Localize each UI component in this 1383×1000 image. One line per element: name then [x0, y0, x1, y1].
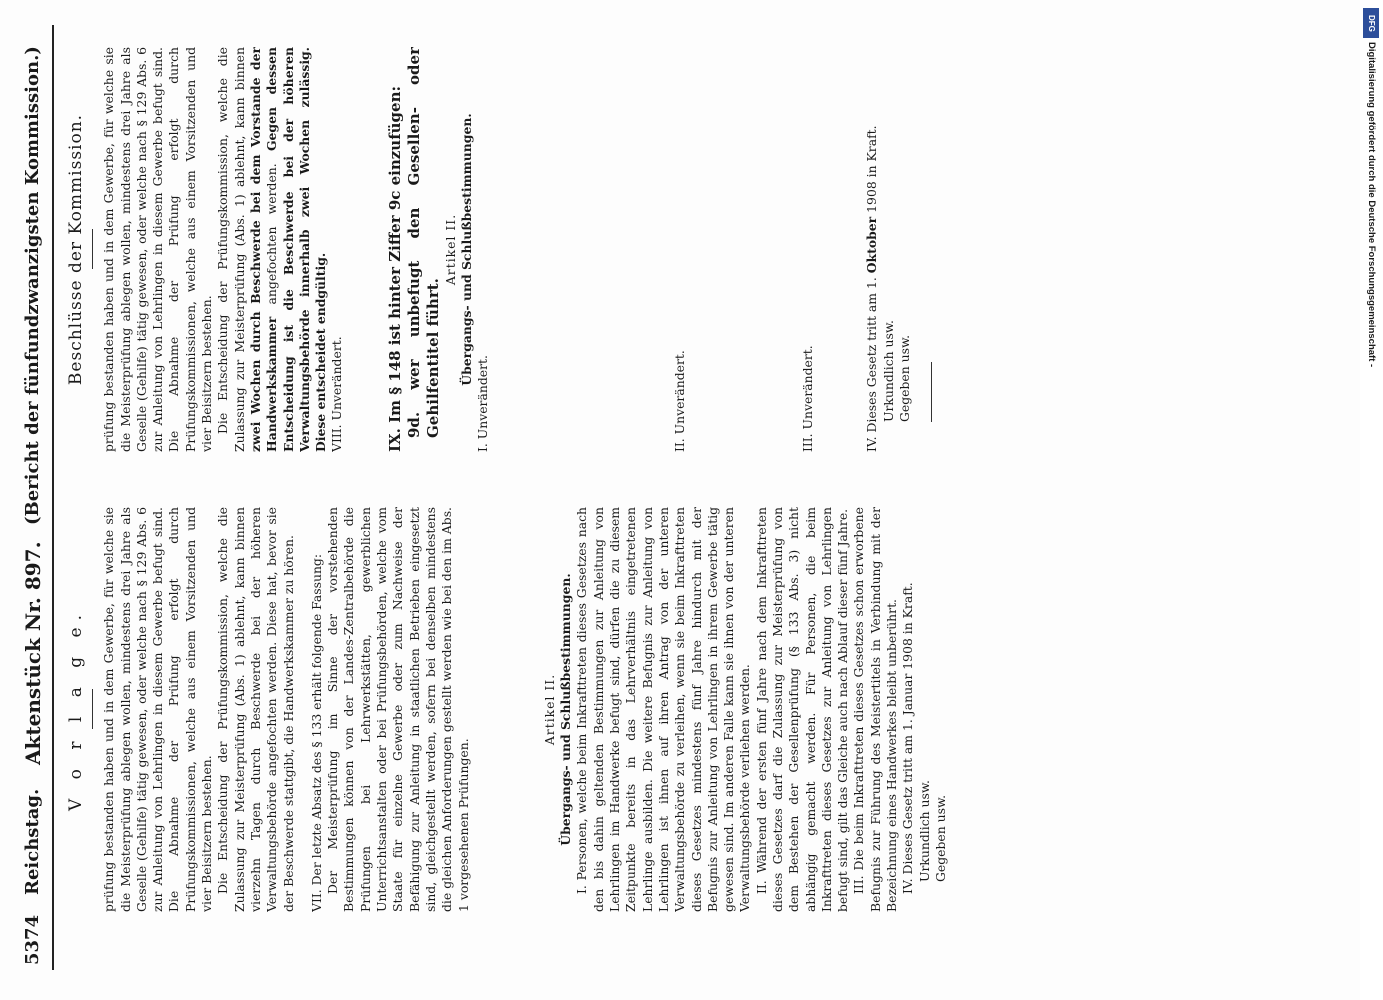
beschluesse-s4-a: IV. Dieses Gesetz tritt am 1.	[864, 277, 880, 452]
doc-publication: Reichstag.	[22, 788, 43, 895]
beschluesse-heading-rule	[92, 230, 93, 270]
vorlage-heading-rule	[92, 690, 93, 730]
vorlage-para2: Die Entscheidung der Prüfungskommission, welche die Zulassung zur Meisterprüfung (Abs. 1) ablehnt, kann binnen vierzehn Tagen durch Beschwerde bei der höheren Verwaltungsbehörde angefochten werden. Diese hat, bevor sie der Beschwerde stattgibt, die Handwerkskammer zu hören.	[215, 507, 296, 912]
beschluesse-ix: IX. Im § 148 ist hinter Ziffer 9c einzufügen:	[385, 85, 404, 452]
beschluesse-para1: prüfung bestanden haben und in dem Gewerbe, für welche sie die Meisterprüfung ablegen wollen, mindestens drei Jahre als Geselle (Gehilfe) tätig gewesen, oder welche nach § 129 Abs. 6 zur Anleitung von Lehrlingen in diesem Gewerbe befugt sind. Die Abnahme der Prüfung erfolgt durch Prüfungskommissionen, welche aus einem Vorsitzenden und vier Beisitzern bestehen.	[101, 47, 215, 452]
beschluesse-s3: III. Unverändert.	[799, 345, 815, 452]
beschluesse-para2-a: Die Entscheidung der Prüfungskommission, welche die Zulassung zur Meisterprüfung (Abs. 1) ablehnt, kann binnen	[215, 47, 247, 452]
col-left	[62, 507, 1312, 912]
doc-document: Aktenstück Nr. 897.	[21, 541, 45, 765]
beschluesse-s2: II. Unverändert.	[671, 350, 687, 452]
col-right	[62, 47, 1312, 452]
vorlage-vii: VII. Der letzte Absatz des § 133 erhält folgende Fassung:	[308, 553, 324, 912]
beschluesse-s4	[864, 47, 880, 452]
beschluesse-ix-d: 9d. wer unbefugt den Gesellen- oder Gehilfentitel führt.	[404, 47, 442, 438]
vorlage-s2: II. Während der ersten fünf Jahre nach dem Inkrafttreten dieses Gesetzes darf die Zulassung zur Meisterprüfung von dem Bestehen der Gesellenprüfung (§ 133 Abs. 3) nicht abhängig gemacht werden. Für Personen, die beim Inkrafttreten dieses Gesetzes zur Anleitung von Lehrlingen befugt sind, gilt das Gleiche auch nach Ablauf dieser fünf Jahre.	[753, 507, 851, 912]
beschluesse-heading: Beschlüsse der Kommission.	[66, 113, 86, 386]
beschluesse-viii: VIII. Unverändert.	[329, 336, 345, 452]
beschluesse-article-sub: Übergangs- und Schlußbestimmungen.	[459, 113, 475, 386]
doc-header	[22, 15, 52, 965]
beschluesse-end-rule	[931, 362, 932, 422]
beschluesse-article: Artikel II.	[442, 213, 458, 286]
dfg-logo: DFG	[1363, 8, 1379, 38]
dfg-strip	[1360, 0, 1383, 1000]
doc-report: (Bericht der fünfundzwanzigsten Kommission.)	[22, 46, 43, 525]
beschluesse-para2-d: Gegen dessen Entscheidung ist die Beschwerde bei der höheren Verwaltungsbehörde innerhalb zwei Wochen zulässig. Diese entscheidet endgültig.	[264, 47, 329, 452]
vorlage-s1: I. Personen, welche beim Inkrafttreten dieses Gesetzes nach den bis dahin geltenden Bestimmungen zur Anleitung von Lehrlingen im Handwerke befugt sind, dürfen die zu diesem Zeitpunkte bereits in das Lehrverhältnis eingetretenen Lehrlinge ausbilden. Die weitere Befugnis zur Anleitung von Lehrlingen ist ihnen auf ihren Antrag von der unteren Verwaltungsbehörde zu verleihen, wenn sie beim Inkrafttreten dieses Gesetzes mindestens fünf Jahre hindurch mit der Befugnis zur Anleitung von Lehrlingen in ihrem Gewerbe tätig gewesen sind. Im anderen Falle kann sie ihnen von der unteren Verwaltungsbehörde verliehen werden.	[574, 507, 753, 912]
vorlage-para1: prüfung bestanden haben und in dem Gewerbe, für welche sie die Meisterprüfung ablegen wollen, mindestens drei Jahre als Geselle (Gehilfe) tätig gewesen, oder welche nach § 129 Abs. 6 zur Anleitung von Lehrlingen in diesem Gewerbe befugt sind. Die Abnahme der Prüfung erfolgt durch Prüfungskommissionen, welche aus einem Vorsitzenden und vier Beisitzern bestehen.	[101, 507, 215, 912]
vorlage-s4: IV. Dieses Gesetz tritt am 1. Januar 1908 in Kraft.	[900, 582, 916, 894]
vorlage-vii-text: Der Meisterprüfung im Sinne der vorstehenden Bestimmungen können von der Landes-Zentralbehörde die Prüfungen bei Lehrwerkstätten, gewerblichen Unterrichtsanstalten oder bei Prüfungsbehörden, welche vom Staate für einzelne Gewerbe oder zum Nachweise der Befähigung zur Anleitung in staatlichen Betrieben eingesetzt sind, gleichgestellt werden, sofern bei denselben mindestens die gleichen Anforderungen gestellt werden wie bei den im Abs. 1 vorgesehenen Prüfungen.	[325, 507, 471, 912]
beschluesse-para2-b: zwei Wochen durch Beschwerde bei dem Vorstande der Handwerkskammer	[247, 47, 280, 452]
beschluesse-s4-c: 1908 in Kraft.	[864, 125, 880, 213]
vorlage-article: Artikel II.	[541, 673, 557, 746]
vorlage-closing1: Urkundlich usw.	[916, 780, 932, 882]
beschluesse-para2	[215, 47, 329, 452]
beschluesse-s4-b: Oktober	[864, 216, 880, 274]
dfg-text: Digitalisierung gefördert durch die Deutsche Forschungsgemeinschaft -	[1366, 42, 1377, 368]
beschluesse-closing2: Gegeben usw.	[896, 334, 912, 422]
beschluesse-s1: I. Unverändert.	[475, 355, 491, 452]
vorlage-closing2: Gegeben usw.	[932, 794, 948, 882]
beschluesse-para2-c: angefochten werden.	[264, 163, 280, 305]
doc-header-rule	[52, 25, 54, 970]
vorlage-article-sub: Übergangs- und Schlußbestimmungen.	[558, 573, 574, 846]
doc-page-number: 5374	[22, 914, 43, 965]
beschluesse-closing1: Urkundlich usw.	[880, 320, 896, 422]
vorlage-s3: III. Die beim Inkrafttreten dieses Gesetzes schon erworbene Befugnis zur Führung des Meistertitels in Verbindung mit der Bezeichnung eines Handwerkes bleibt unberührt.	[851, 507, 900, 912]
vorlage-heading: V o r l a g e.	[66, 608, 86, 811]
